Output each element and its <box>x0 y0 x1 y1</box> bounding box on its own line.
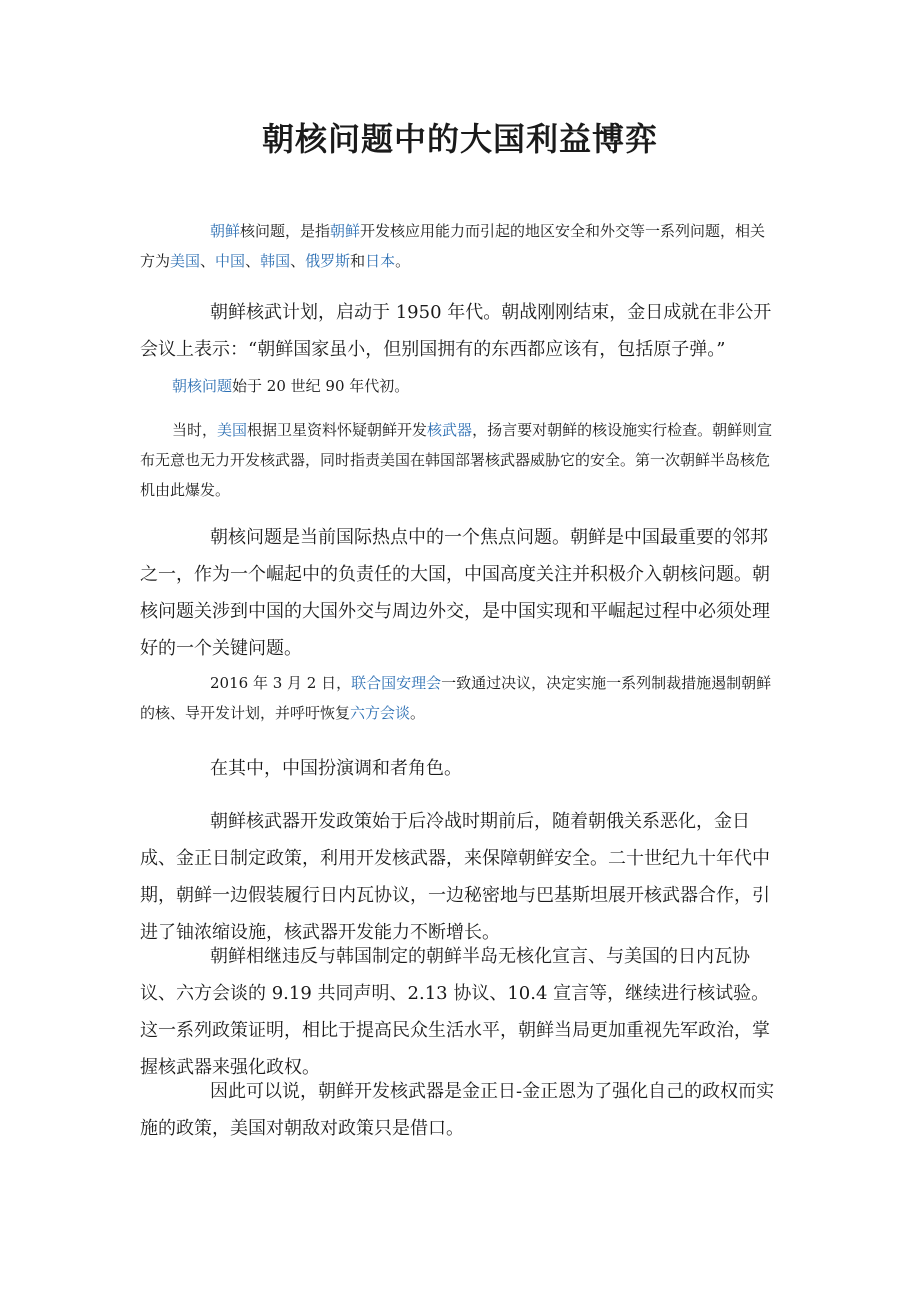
text: 始于 20 世纪 90 年代初。 <box>232 377 410 395</box>
paragraph-intro <box>140 216 780 276</box>
link-usa[interactable]: 美国 <box>217 421 248 439</box>
link-korea-nuclear-issue[interactable]: 朝核问题 <box>172 377 233 395</box>
text: 根据卫星资料怀疑朝鲜开发 <box>247 421 428 439</box>
text: 开发核应用能力而引起的地区安全和外交等一系列问题，相关方为 <box>140 222 766 270</box>
separator: 、 <box>200 252 216 270</box>
paragraph-hotspot: 朝核问题是当前国际热点中的一个焦点问题。朝鲜是中国最重要的邻邦之一，作为一个崛起中的负责任的大国，中国高度关注并积极介入朝核问题。朝核问题关涉到中国的大国外交与周边外交，是中国实现和平崛起过程中必须处理好的一个关键问题。 <box>140 527 770 659</box>
link-un-security-council[interactable]: 联合国安理会 <box>351 674 442 692</box>
text: 当时， <box>172 421 218 439</box>
link-korea[interactable]: 朝鲜 <box>210 222 241 240</box>
link-nuclear-weapons[interactable]: 核武器 <box>427 421 473 439</box>
paragraph-nuclear-plan: 朝鲜核武计划，启动于 1950 年代。朝战刚刚结束，金日成就在非公开会议上表示：“朝鲜国家虽小，但别国拥有的东西都应该有，包括原子弹。” <box>140 302 772 360</box>
link-six-party-talks[interactable]: 六方会谈 <box>350 704 411 722</box>
text: 和 <box>350 252 366 270</box>
link-japan[interactable]: 日本 <box>365 252 396 270</box>
link-korea[interactable]: 朝鲜 <box>330 222 361 240</box>
paragraph-violations: 朝鲜相继违反与韩国制定的朝鲜半岛无核化宣言、与美国的日内瓦协议、六方会谈的 9.19 共同声明、2.13 协议、10.4 宣言等，继续进行核试验。这一系列政策证明，相比于提高民众生活水平，朝鲜当局更加重视先军政治，掌握核武器来强化政权。 <box>140 946 770 1078</box>
text: 。 <box>410 704 426 722</box>
paragraph-conclusion: 因此可以说，朝鲜开发核武器是金正日-金正恩为了强化自己的政权而实施的政策，美国对朝敌对政策只是借口。 <box>140 1081 775 1139</box>
paragraph-first-crisis <box>140 415 780 505</box>
paragraph-china-role: 在其中，中国扮演调和者角色。 <box>210 758 462 779</box>
text: ，扬言要对朝鲜的核设施实行检查。朝鲜则宣布无意也无力开发核武器，同时指责美国在韩国部署核武器威胁它的安全。第一次朝鲜半岛核危机由此爆发。 <box>140 421 773 499</box>
text: 2016 年 3 月 2 日， <box>210 674 352 692</box>
paragraph-origin <box>140 371 780 401</box>
separator: 、 <box>245 252 261 270</box>
document-title: 朝核问题中的大国利益博弈 <box>261 120 658 158</box>
text: 一致通过决议，决定实施一系列制裁措施遏制朝鲜的核、导开发计划，并呼吁恢复 <box>140 674 772 722</box>
paragraph-un-resolution <box>140 668 780 728</box>
separator: 、 <box>290 252 306 270</box>
link-china[interactable]: 中国 <box>215 252 246 270</box>
text: 核问题，是指 <box>240 222 331 240</box>
link-usa[interactable]: 美国 <box>170 252 201 270</box>
paragraph-policy-origin: 朝鲜核武器开发政策始于后冷战时期前后，随着朝俄关系恶化，金日成、金正日制定政策，利用开发核武器，来保障朝鲜安全。二十世纪九十年代中期，朝鲜一边假装履行日内瓦协议，一边秘密地与巴基斯坦展开核武器合作，引进了铀浓缩设施，核武器开发能力不断增长。 <box>140 811 770 943</box>
link-south-korea[interactable]: 韩国 <box>260 252 291 270</box>
text: 。 <box>395 252 411 270</box>
link-russia[interactable]: 俄罗斯 <box>305 252 351 270</box>
